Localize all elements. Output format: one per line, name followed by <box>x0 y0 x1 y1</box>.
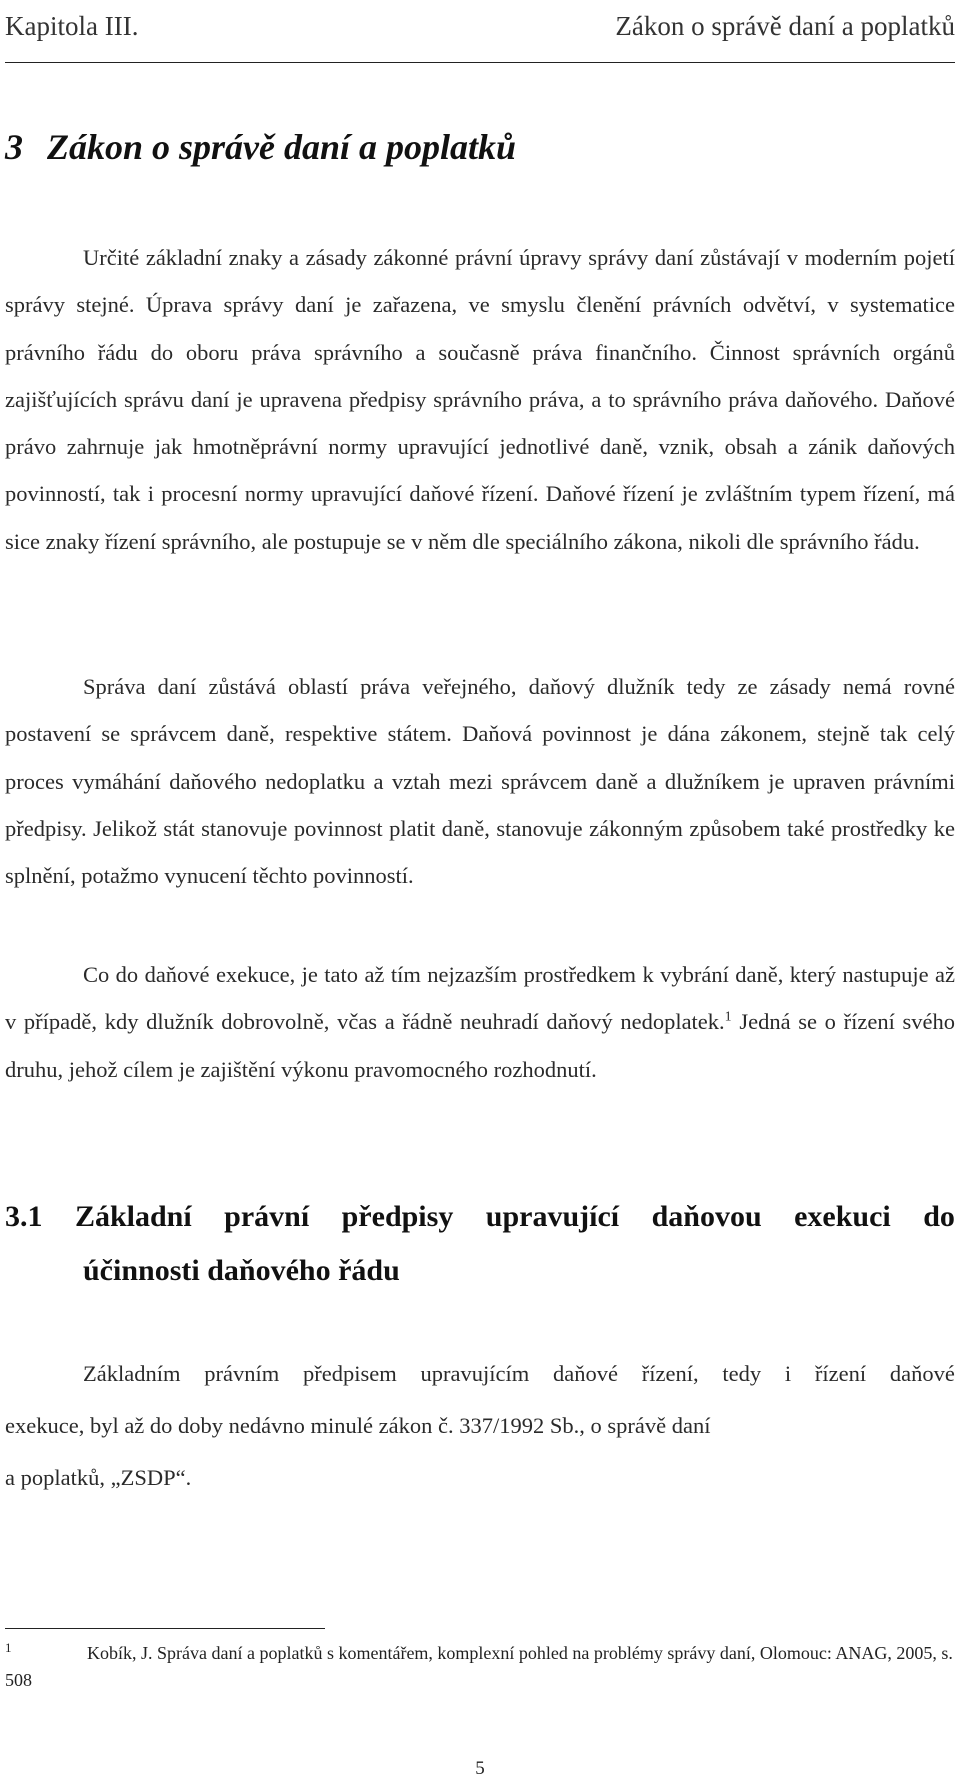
section-heading <box>5 1190 955 1298</box>
running-header <box>5 8 955 63</box>
section-heading-word: daňovou <box>651 1200 762 1233</box>
chapter-heading <box>5 125 516 169</box>
paragraph-4-word: řízení, <box>641 1361 699 1386</box>
footnote-separator <box>5 1628 325 1629</box>
paragraph-3-text-a: Co do daňové exekuce, je tato až tím nejzazším prostředkem k vybrání daně, který nastupuje až v případě, kdy dlužník dobrovolně, včas a řádně neuhradí daňový nedoplatek. <box>5 962 955 1035</box>
section-heading-word: předpisy <box>341 1200 454 1233</box>
footnote-reference[interactable]: 1 <box>724 1009 732 1025</box>
paragraph-4-word: Základním <box>83 1361 181 1386</box>
page-number: 5 <box>475 1758 485 1779</box>
paragraph-4-word: tedy <box>722 1361 762 1386</box>
header-title: Zákon o správě daní a poplatků <box>615 11 955 41</box>
footnote: 1 Kobík, J. Správa daní a poplatků s komentářem, komplexní pohled na problémy správy daní, Olomouc: ANAG, 2005, s. 508 <box>5 1640 953 1690</box>
header-chapter: Kapitola III. <box>5 11 139 41</box>
paragraph-4-word: daňové <box>553 1361 618 1386</box>
paragraph-3-text-b: Jedná se o řízení svého druhu, jehož cílem je zajištění výkonu pravomocného rozhodnutí. <box>5 1009 955 1082</box>
paragraph-2: Správa daní zůstává oblastí práva veřejného, daňový dlužník tedy ze zásady nemá rovné postavení se správcem daně, respektive státem. Daňová povinnost je dána zákonem, stejně tak celý proces vymáhání daňového nedoplatku a vztah mezi správcem daně a dlužníkem je upraven právními předpisy. Jelikož stát stanovuje povinnost platit daně, stanovuje zákonným způsobem také prostředky ke splnění, potažmo vynucení těchto povinností. <box>5 674 955 889</box>
chapter-heading-text: Zákon o správě daní a poplatků <box>47 127 517 167</box>
paragraph-4-word: právním <box>204 1361 280 1386</box>
paragraph-4-word: upravujícím <box>420 1361 530 1386</box>
paragraph-1: Určité základní znaky a zásady zákonné právní úpravy správy daní zůstávají v moderním pojetí správy stejné. Úprava správy daní je zařazena, ve smyslu členění právních odvětví, v systematice právního řádu do oboru práva správního a současně práva finančního. Činnost správních orgánů zajišťujících správu daní je upravena předpisy správního práva, a to správního práva daňového. Daňové právo zahrnuje jak hmotněprávní normy upravující jednotlivé daně, vznik, obsah a zánik daňových povinností, tak i procesní normy upravující daňové řízení. Daňové řízení je zvláštním typem řízení, má sice znaky řízení správního, ale postupuje se v něm dle speciálního zákona, nikoli dle správního řádu. <box>5 245 955 554</box>
paragraph-4-line-1 <box>5 1348 955 1400</box>
paragraph-3 <box>5 951 955 1093</box>
paragraph-4-word: předpisem <box>303 1361 397 1386</box>
section-heading-line-1 <box>5 1190 955 1244</box>
section-heading-word: do <box>923 1200 955 1233</box>
section-heading-word: exekuci <box>794 1200 891 1233</box>
section-heading-word: Základní <box>74 1200 192 1233</box>
paragraph-4-word: i <box>784 1361 792 1386</box>
section-heading-word: upravující <box>485 1200 620 1233</box>
paragraph-4-line-2: exekuce, byl až do doby nedávno minulé zákon č. 337/1992 Sb., o správě daní <box>5 1413 711 1438</box>
paragraph-4-line-3: a poplatků, „ZSDP“. <box>5 1465 192 1490</box>
chapter-heading-number: 3 <box>5 127 23 167</box>
paragraph-4-word: řízení <box>814 1361 867 1386</box>
section-heading-number: 3.1 <box>5 1200 43 1233</box>
footnote-text: Kobík, J. Správa daní a poplatků s komentářem, komplexní pohled na problémy správy daní, Olomouc: ANAG, 2005, s. 508 <box>5 1643 953 1690</box>
section-heading-line-2: účinnosti daňového řádu <box>83 1254 400 1287</box>
paragraph-4-word: daňové <box>889 1361 955 1386</box>
section-heading-word: právní <box>224 1200 310 1233</box>
paragraph-4 <box>5 1348 955 1504</box>
